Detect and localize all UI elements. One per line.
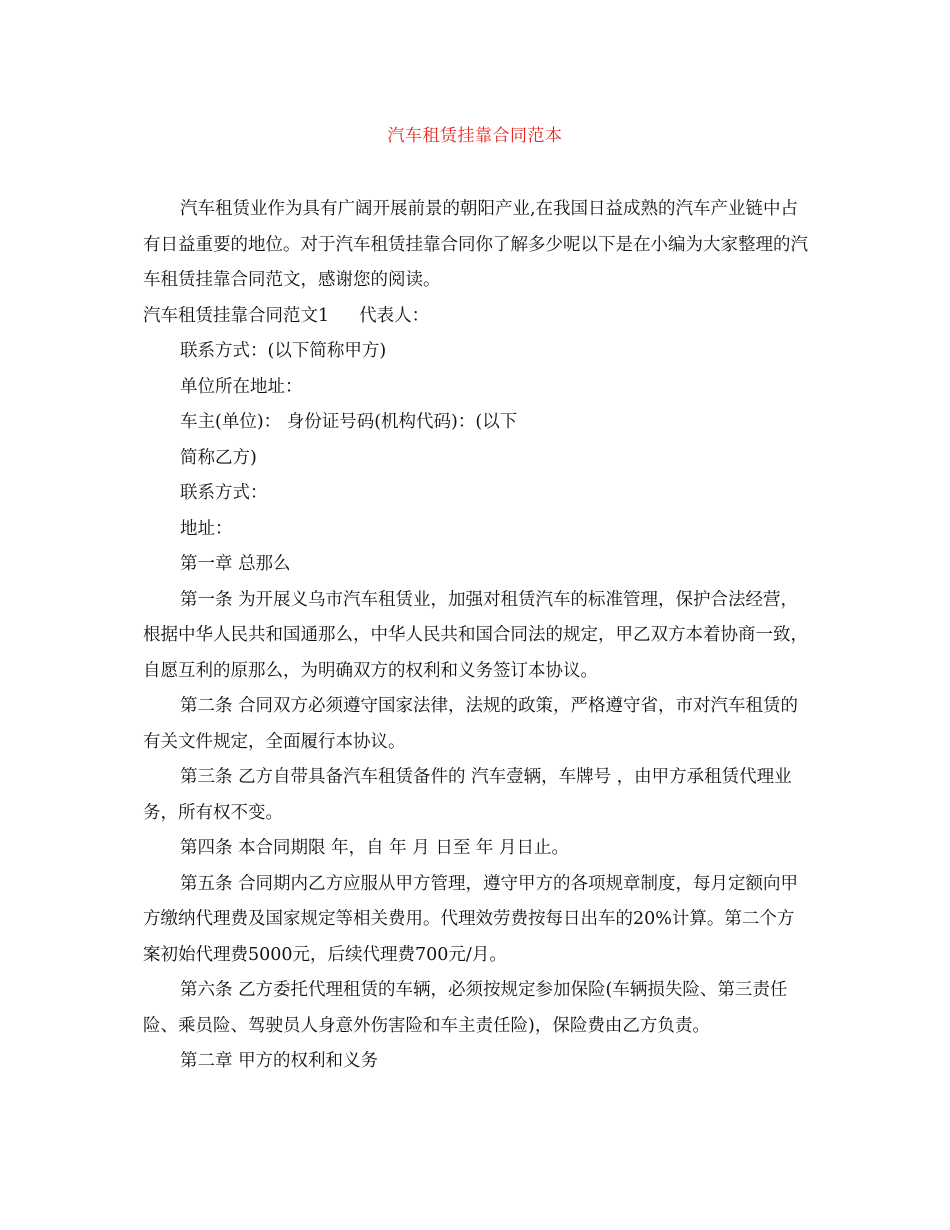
article-4: 第四条 本合同期限 年，自 年 月 日至 年 月日止。	[180, 838, 569, 858]
owner-line: 车主(单位)： 身份证号码(机构代码)：(以下	[180, 412, 518, 432]
document-title: 汽车租赁挂靠合同范本	[387, 126, 563, 146]
chapter-2-heading: 第二章 甲方的权利和义务	[180, 1051, 379, 1071]
article-2: 第二条 合同双方必须遵守国家法律，法规的政策，严格遵守省，市对汽车租赁的有关文件规定，全面履行本协议。	[143, 696, 799, 752]
document-body	[143, 192, 811, 1080]
representative-label: 代表人：	[359, 305, 430, 326]
article-1: 第一条 为开展义乌市汽车租赁业，加强对租赁汽车的标准管理，保护合法经营，根据中华人民共和国通那么，中华人民共和国合同法的规定，甲乙双方本着协商一致，自愿互利的原那么，为明确双方的权利和义务签订本协议。	[143, 589, 808, 681]
unit-address: 单位所在地址：	[180, 376, 303, 397]
article-5: 第五条 合同期内乙方应服从甲方管理，遵守甲方的各项规章制度，每月定额向甲方缴纳代理费及国家规定等相关费用。代理效劳费按每日出车的20%计算。第二个方案初始代理费5000元，后续代理费700元/月。	[143, 873, 799, 965]
article-3: 第三条 乙方自带具备汽车租赁备件的 汽车壹辆，车牌号 ，由甲方承租赁代理业务，所有权不变。	[143, 767, 792, 823]
owner-line-continued: 简称乙方)	[180, 447, 257, 468]
chapter-1-heading: 第一章 总那么	[180, 554, 291, 574]
contact-party-a: 联系方式：(以下简称甲方)	[180, 341, 387, 361]
article-6: 第六条 乙方委托代理租赁的车辆，必须按规定参加保险(车辆损失险、第三责任险、乘员险、驾驶员人身意外伤害险和车主责任险)，保险费由乙方负责。	[143, 980, 788, 1036]
intro-paragraph: 汽车租赁业作为具有广阔开展前景的朝阳产业,在我国日益成熟的汽车产业链中占有日益重要的地位。对于汽车租赁挂靠合同你了解多少呢以下是在小编为大家整理的汽车租赁挂靠合同范文，感谢您的阅读。	[143, 199, 808, 290]
contact-party-b: 联系方式：	[180, 483, 268, 503]
contract-heading	[143, 299, 811, 335]
address-line: 地址：	[180, 518, 233, 539]
contract-heading-title: 汽车租赁挂靠合同范文1	[143, 305, 330, 326]
